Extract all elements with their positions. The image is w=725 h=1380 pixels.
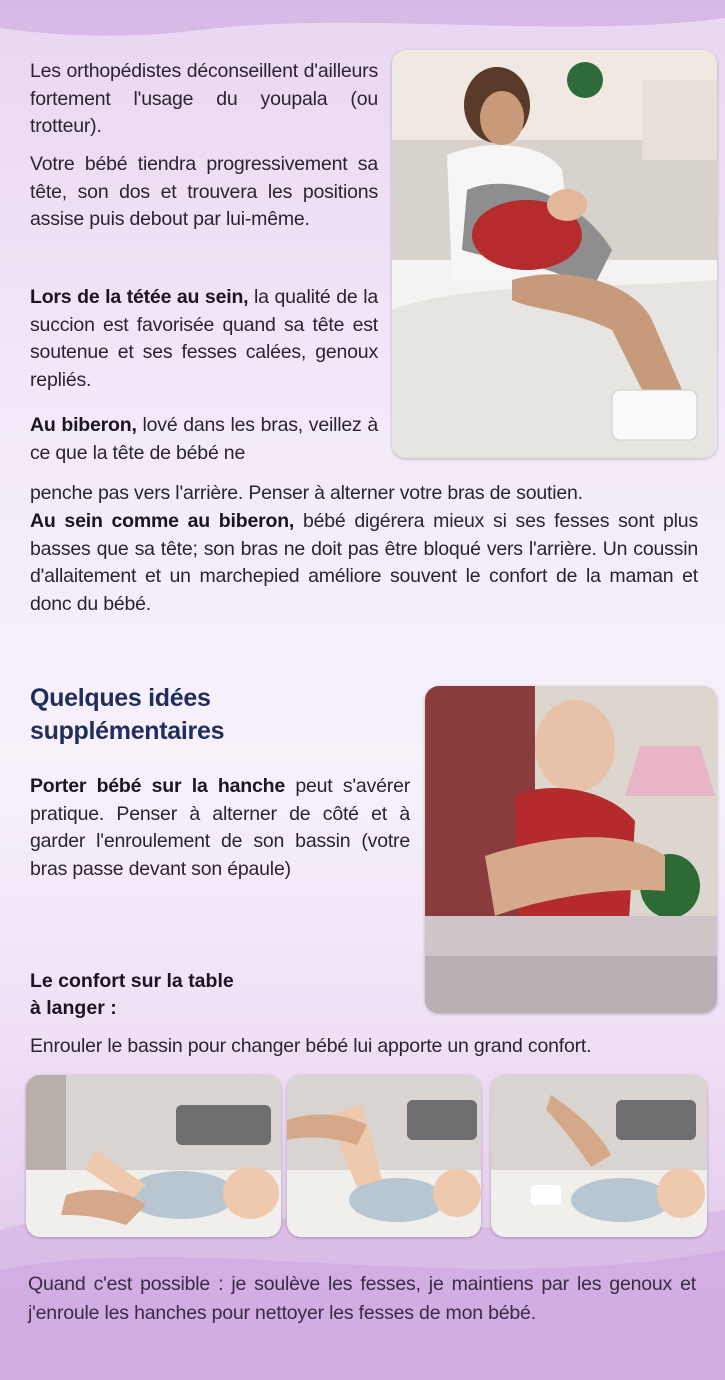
digestion-bold: Au sein comme au biberon, <box>30 510 295 532</box>
hip-carry-photo <box>425 686 717 1013</box>
progression-paragraph: Votre bébé tiendra progressivement sa tête, son dos et trouvera les positions assise puis debout par lui-même. <box>30 153 378 230</box>
bottle-paragraph-continued: penche pas vers l'arrière. Penser à alterner votre bras de soutien. <box>30 482 583 504</box>
bottle-paragraph: Au biberon, lové dans les bras, veillez à ce que la tête de bébé ne <box>30 414 378 464</box>
breastfeeding-bold: Lors de la tétée au sein, <box>30 286 249 308</box>
changing-caption: Quand c'est possible : je soulève les fesses, je maintiens par les genoux et j'enroule les hanches pour nettoyer les fesses de mon bébé. <box>28 1273 696 1324</box>
changing-photo-1 <box>26 1075 281 1237</box>
hip-carry-bold: Porter bébé sur la hanche <box>30 775 286 797</box>
changing-table-paragraph: Enrouler le bassin pour changer bébé lui apporte un grand confort. <box>30 1035 592 1057</box>
hip-carry-paragraph: Porter bébé sur la hanche peut s'avérer pratique. Penser à alterner de côté et à garder l'enroulement de son bassin (votre bras passe devant son épaule) <box>30 775 411 880</box>
bottle-bold: Au biberon, <box>30 414 137 436</box>
digestion-paragraph: Au sein comme au biberon, bébé digérera mieux si ses fesses sont plus basses que sa tête; son bras ne doit pas être bloqué vers l'arrière. Un coussin d'allaitement et un marchepied améliore souvent le confort de la maman et donc du bébé. <box>30 510 698 615</box>
changing-table-subhead: Le confort sur la table à langer : <box>30 970 234 1019</box>
changing-photo-2 <box>287 1075 481 1237</box>
section-title: Quelques idées supplémentaires <box>30 684 225 745</box>
youpala-paragraph: Les orthopédistes déconseillent d'ailleurs fortement l'usage du youpala (ou trotteur). <box>30 60 378 137</box>
breastfeeding-photo <box>392 50 717 458</box>
changing-photo-3 <box>491 1075 707 1237</box>
breastfeeding-paragraph: Lors de la tétée au sein, la qualité de la succion est favorisée quand sa tête est soutenue et ses fesses calées, genoux repliés. <box>30 286 378 391</box>
